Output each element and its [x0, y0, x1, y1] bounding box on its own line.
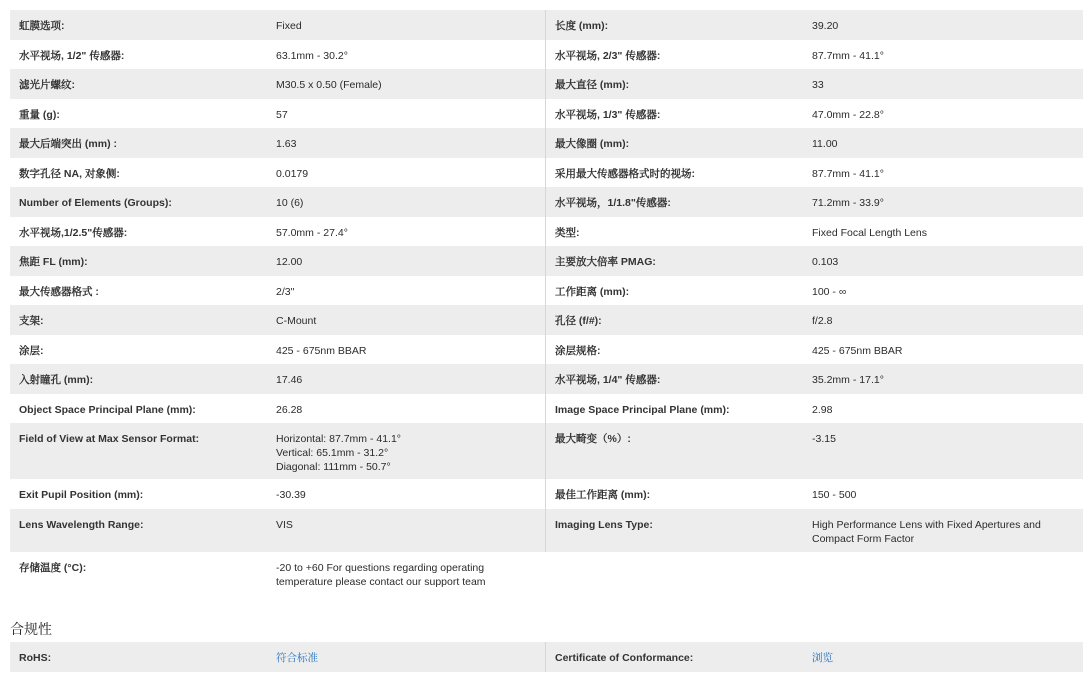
- spec-cell-left: [10, 69, 546, 99]
- spec-value: [276, 187, 545, 217]
- spec-label: Number of Elements (Groups):: [19, 197, 172, 209]
- spec-value-line: Fixed: [276, 20, 302, 32]
- spec-value-line: 0.103: [812, 256, 839, 268]
- spec-value-line: temperature please contact our support team: [276, 576, 486, 588]
- table-row: [10, 509, 1083, 552]
- spec-cell-right: [546, 10, 1082, 40]
- table-row: [10, 40, 1083, 69]
- spec-cell-left: [10, 335, 546, 364]
- spec-label: 最大像圈 (mm):: [555, 138, 630, 150]
- spec-cell-right: [546, 479, 1082, 509]
- spec-value-line: 12.00: [276, 256, 303, 268]
- spec-label: 长度 (mm):: [555, 20, 609, 32]
- spec-value: [276, 552, 546, 600]
- spec-value: [276, 276, 545, 305]
- table-row: [10, 642, 1083, 672]
- spec-value-line: 2.98: [812, 404, 833, 416]
- spec-cell-left: [10, 217, 546, 246]
- rohs-link[interactable]: 符合标准: [276, 652, 318, 664]
- spec-label: 数字孔径 NA, 对象侧:: [19, 168, 120, 180]
- spec-label: 最大直径 (mm):: [555, 79, 630, 91]
- spec-cell-left: [10, 128, 546, 158]
- spec-value-line: 39.20: [812, 20, 839, 32]
- spec-value-line: 100 - ∞: [812, 286, 847, 298]
- table-row: [10, 479, 1083, 509]
- spec-label: Field of View at Max Sensor Format:: [19, 433, 200, 445]
- spec-value-line: 63.1mm - 30.2°: [276, 50, 348, 62]
- spec-label: 主要放大倍率 PMAG:: [555, 256, 656, 268]
- spec-cell-left: [10, 10, 546, 40]
- spec-label: 滤光片螺纹:: [19, 79, 75, 91]
- spec-label: 涂层:: [19, 345, 44, 357]
- spec-label: 水平视场, 1/3" 传感器:: [555, 109, 661, 121]
- spec-label: Image Space Principal Plane (mm):: [555, 404, 730, 416]
- spec-value: [812, 158, 1082, 187]
- spec-cell-left: [10, 187, 546, 217]
- spec-label: Exit Pupil Position (mm):: [19, 489, 144, 501]
- spec-value: [812, 187, 1082, 217]
- spec-cell-right: [546, 335, 1082, 364]
- spec-cell-right: [546, 364, 1082, 394]
- spec-value: [276, 509, 545, 552]
- spec-value-line: 17.46: [276, 374, 303, 386]
- spec-value: [812, 509, 1082, 552]
- spec-label: Imaging Lens Type:: [555, 519, 653, 531]
- spec-value-line: 1.63: [276, 138, 297, 150]
- spec-value-line: 87.7mm - 41.1°: [812, 168, 884, 180]
- spec-value: [276, 394, 545, 423]
- spec-cell-left: [10, 479, 546, 509]
- spec-label: 涂层规格:: [555, 345, 601, 357]
- spec-value: [276, 246, 545, 276]
- spec-label: 焦距 FL (mm):: [19, 256, 88, 268]
- table-row: [10, 10, 1083, 40]
- spec-cell-right: [546, 187, 1082, 217]
- table-row: [10, 246, 1083, 276]
- spec-cell-left: [10, 552, 546, 600]
- spec-cell-right: [546, 423, 1082, 479]
- table-row: [10, 99, 1083, 128]
- spec-label: 水平视场，1/1.8"传感器:: [555, 197, 671, 209]
- spec-cell-right: [546, 552, 1082, 600]
- rohs-label: RoHS:: [19, 652, 52, 664]
- spec-value: [276, 364, 545, 394]
- spec-value: [276, 423, 545, 479]
- spec-cell-right: [546, 40, 1082, 69]
- spec-cell-right: [546, 509, 1082, 552]
- spec-label: Object Space Principal Plane (mm):: [19, 404, 196, 416]
- spec-cell-left: [10, 423, 546, 479]
- spec-label: 水平视场, 2/3" 传感器:: [555, 50, 661, 62]
- spec-value: [276, 40, 545, 69]
- spec-label: 最大传感器格式 :: [19, 286, 99, 298]
- spec-cell-right: [546, 394, 1082, 423]
- compliance-rohs: [10, 642, 546, 672]
- spec-value-line: 11.00: [812, 138, 838, 150]
- table-row: [10, 128, 1083, 158]
- spec-value-line: -3.15: [812, 433, 836, 445]
- spec-value-line: 0.0179: [276, 168, 309, 180]
- table-row: [10, 187, 1083, 217]
- table-row: [10, 423, 1083, 479]
- spec-value-line: 57: [276, 109, 288, 121]
- spec-cell-left: [10, 158, 546, 187]
- spec-value: [276, 479, 545, 509]
- spec-value-line: 425 - 675nm BBAR: [812, 345, 903, 357]
- spec-value: [812, 40, 1082, 69]
- coc-link[interactable]: 浏览: [812, 652, 833, 664]
- spec-cell-right: [546, 69, 1082, 99]
- spec-cell-right: [546, 276, 1082, 305]
- table-row: [10, 305, 1083, 335]
- spec-value-line: C-Mount: [276, 315, 317, 327]
- spec-value: [276, 69, 545, 99]
- spec-label: 最大畸变（%）:: [555, 433, 631, 445]
- spec-cell-left: [10, 394, 546, 423]
- specifications-table: [10, 10, 1083, 600]
- spec-value-line: VIS: [276, 519, 293, 531]
- spec-value-line: 33: [812, 79, 824, 91]
- spec-value: [812, 276, 1082, 305]
- spec-label: 采用最大传感器格式时的视场:: [555, 168, 695, 180]
- spec-value-line: M30.5 x 0.50 (Female): [276, 79, 382, 91]
- spec-value-line: f/2.8: [812, 315, 833, 327]
- spec-cell-right: [546, 305, 1082, 335]
- spec-cell-right: [546, 128, 1082, 158]
- spec-value: [276, 217, 545, 246]
- spec-cell-left: [10, 509, 546, 552]
- spec-cell-right: [546, 99, 1082, 128]
- spec-label: 重量 (g):: [19, 109, 60, 121]
- compliance-coc: [546, 642, 1082, 672]
- compliance-table: [10, 642, 1083, 672]
- spec-value: [276, 10, 545, 40]
- spec-value-line: Horizontal: 87.7mm - 41.1°: [276, 433, 402, 445]
- spec-value: [812, 10, 1082, 40]
- spec-value: [812, 364, 1082, 394]
- spec-value: [812, 69, 1082, 99]
- spec-value-line: 57.0mm - 27.4°: [276, 227, 348, 239]
- spec-label: 存储温度 (°C):: [19, 562, 87, 574]
- table-row: [10, 158, 1083, 187]
- spec-value: [812, 305, 1082, 335]
- spec-value: [276, 158, 545, 187]
- spec-value-line: 87.7mm - 41.1°: [812, 50, 884, 62]
- spec-cell-left: [10, 99, 546, 128]
- spec-value-line: 26.28: [276, 404, 303, 416]
- spec-cell-left: [10, 364, 546, 394]
- spec-value-line: 425 - 675nm BBAR: [276, 345, 367, 357]
- table-row: [10, 394, 1083, 423]
- spec-cell-left: [10, 305, 546, 335]
- spec-cell-right: [546, 158, 1082, 187]
- spec-value-line: 47.0mm - 22.8°: [812, 109, 884, 121]
- spec-value: [276, 305, 545, 335]
- spec-value-line: 71.2mm - 33.9°: [812, 197, 884, 209]
- spec-label: 水平视场, 1/4" 传感器:: [555, 374, 661, 386]
- spec-value-line: -20 to +60 For questions regarding operating: [276, 562, 485, 574]
- spec-value: [812, 99, 1082, 128]
- table-row: [10, 552, 1083, 600]
- compliance-title: 合规性: [10, 622, 52, 638]
- spec-label: 虹膜选项:: [19, 20, 65, 32]
- spec-value-line: Vertical: 65.1mm - 31.2°: [276, 447, 389, 459]
- spec-cell-right: [546, 246, 1082, 276]
- spec-value-line: Compact Form Factor: [812, 533, 915, 545]
- spec-label: 水平视场,1/2.5"传感器:: [19, 227, 128, 239]
- spec-label: 水平视场, 1/2" 传感器:: [19, 50, 125, 62]
- spec-label: 工作距离 (mm):: [555, 286, 630, 298]
- coc-label: Certificate of Conformance:: [555, 652, 694, 664]
- spec-value-line: 150 - 500: [812, 489, 857, 501]
- spec-value: [812, 246, 1082, 276]
- spec-value: [276, 99, 545, 128]
- spec-value: [812, 217, 1082, 246]
- spec-label: 支架:: [19, 315, 44, 327]
- spec-cell-left: [10, 276, 546, 305]
- spec-label: Lens Wavelength Range:: [19, 519, 144, 531]
- spec-value: [276, 128, 545, 158]
- spec-value-line: -30.39: [276, 489, 306, 501]
- spec-value: [812, 423, 1082, 479]
- spec-label: 入射瞳孔 (mm):: [19, 374, 94, 386]
- table-row: [10, 364, 1083, 394]
- spec-cell-left: [10, 40, 546, 69]
- spec-label: 最大后端突出 (mm) :: [19, 138, 117, 150]
- spec-value-line: High Performance Lens with Fixed Apertures and: [812, 519, 1041, 531]
- spec-value-line: 2/3": [276, 286, 295, 298]
- spec-value: [812, 335, 1082, 364]
- table-row: [10, 217, 1083, 246]
- table-row: [10, 335, 1083, 364]
- spec-label: 类型:: [555, 227, 580, 239]
- spec-label: 孔径 (f/#):: [555, 315, 602, 327]
- spec-value-line: Diagonal: 111mm - 50.7°: [276, 461, 391, 473]
- table-row: [10, 69, 1083, 99]
- spec-value-line: 35.2mm - 17.1°: [812, 374, 884, 386]
- spec-cell-right: [546, 217, 1082, 246]
- spec-value: [812, 479, 1082, 509]
- spec-value-line: 10 (6): [276, 197, 304, 209]
- spec-label: 最佳工作距离 (mm):: [555, 489, 651, 501]
- table-row: [10, 276, 1083, 305]
- spec-value: [812, 128, 1082, 158]
- spec-value: [276, 335, 545, 364]
- spec-cell-left: [10, 246, 546, 276]
- spec-value: [812, 394, 1082, 423]
- spec-value-line: Fixed Focal Length Lens: [812, 227, 927, 239]
